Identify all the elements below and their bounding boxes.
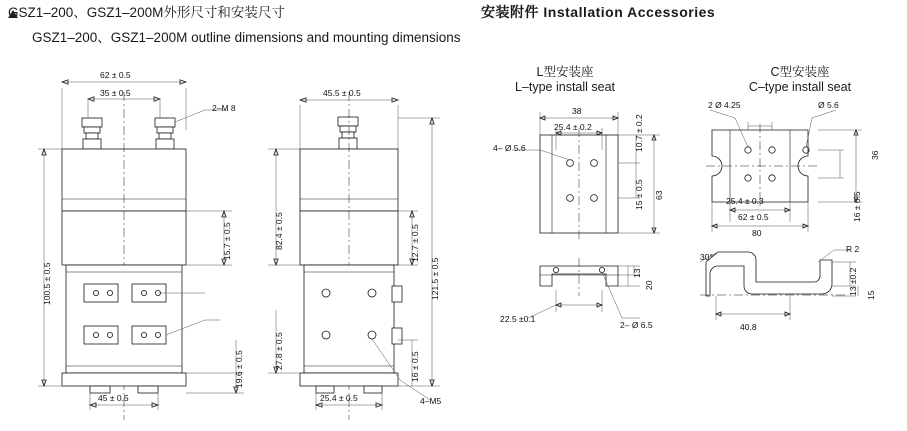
dim-lseat-63: 63 bbox=[654, 190, 664, 200]
dim-cseat-13: 13 ±0.2 bbox=[848, 267, 858, 296]
header-left-english: GSZ1–200、GSZ1–200M outline dimensions and mounting dimensions bbox=[32, 30, 461, 45]
dim-side-mount-width: 25.4 ± 0.5 bbox=[320, 393, 358, 403]
c-seat-group bbox=[700, 110, 862, 320]
dim-lseat-top-width: 38 bbox=[572, 106, 582, 116]
dim-front-height-base: 19.6 ± 0.5 bbox=[234, 350, 244, 388]
c-seat-title-en: C–type install seat bbox=[748, 80, 852, 94]
dim-lseat-inner-width: 25.4 ± 0.2 bbox=[554, 122, 592, 132]
header-right: 安装附件 Installation Accessories bbox=[481, 4, 716, 20]
dim-lseat-13: 13 bbox=[632, 268, 642, 278]
dim-side-width-overall: 45.5 ± 0.5 bbox=[323, 88, 361, 98]
dim-front-width-terminals: 35 ± 0.5 bbox=[100, 88, 131, 98]
dim-front-thread-note: 2–M 8 bbox=[212, 103, 236, 113]
l-seat-title-en: L–type install seat bbox=[514, 80, 616, 94]
dim-cseat-hole-note-right: Ø 5.6 bbox=[818, 100, 839, 110]
dim-lseat-20: 20 bbox=[644, 280, 654, 290]
header-left-chinese: GSZ1–200、GSZ1–200M外形尺寸和安装尺寸 bbox=[8, 5, 285, 20]
dim-lseat-225: 22.5 ±0.1 bbox=[500, 314, 536, 324]
dim-cseat-36: 36 bbox=[870, 150, 880, 160]
c-seat-title-cn: C型安装座 bbox=[770, 65, 830, 79]
dim-cseat-16: 16 ± 0.5 bbox=[852, 191, 862, 222]
dim-side-height-body: 82.4 ± 0.5 bbox=[274, 212, 284, 250]
dim-cseat-30deg: 30° bbox=[700, 252, 713, 262]
dim-side-screw-note: 4–M5 bbox=[420, 396, 442, 406]
l-seat-title-cn: L型安装座 bbox=[536, 65, 594, 79]
dim-front-width-overall: 62 ± 0.5 bbox=[100, 70, 131, 80]
dim-side-height-mid: 12.7 ± 0.5 bbox=[410, 224, 420, 262]
dim-side-height-total: 121.5 ± 0.5 bbox=[430, 257, 440, 300]
dim-cseat-408: 40.8 bbox=[740, 322, 757, 332]
dim-cseat-80: 80 bbox=[752, 228, 762, 238]
dim-side-height-low: 27.8 ± 0.5 bbox=[274, 332, 284, 370]
dim-cseat-r2: R 2 bbox=[846, 244, 860, 254]
dim-front-mount-width: 45 ± 0.5 bbox=[98, 393, 129, 403]
dim-side-height-base: 16 ± 0.5 bbox=[410, 351, 420, 382]
dim-lseat-hole-note-bottom: 2– Ø 6.5 bbox=[620, 320, 653, 330]
dim-lseat-hole-note-top: 4– Ø 5.6 bbox=[493, 143, 526, 153]
dim-cseat-62: 62 ± 0.5 bbox=[738, 212, 769, 222]
dim-lseat-107: 10.7 ± 0.2 bbox=[634, 114, 644, 152]
dim-cseat-254: 25.4 ± 0.3 bbox=[726, 196, 764, 206]
dim-lseat-15: 15 ± 0.5 bbox=[634, 179, 644, 210]
dim-front-height-body: 15.7 ± 0.5 bbox=[222, 222, 232, 260]
dim-cseat-15: 15 bbox=[866, 290, 876, 300]
front-view-group bbox=[38, 80, 244, 420]
dim-cseat-hole-note-left: 2 Ø 4.25 bbox=[708, 100, 741, 110]
dim-front-height-overall: 100.5 ± 0.5 bbox=[42, 262, 52, 305]
